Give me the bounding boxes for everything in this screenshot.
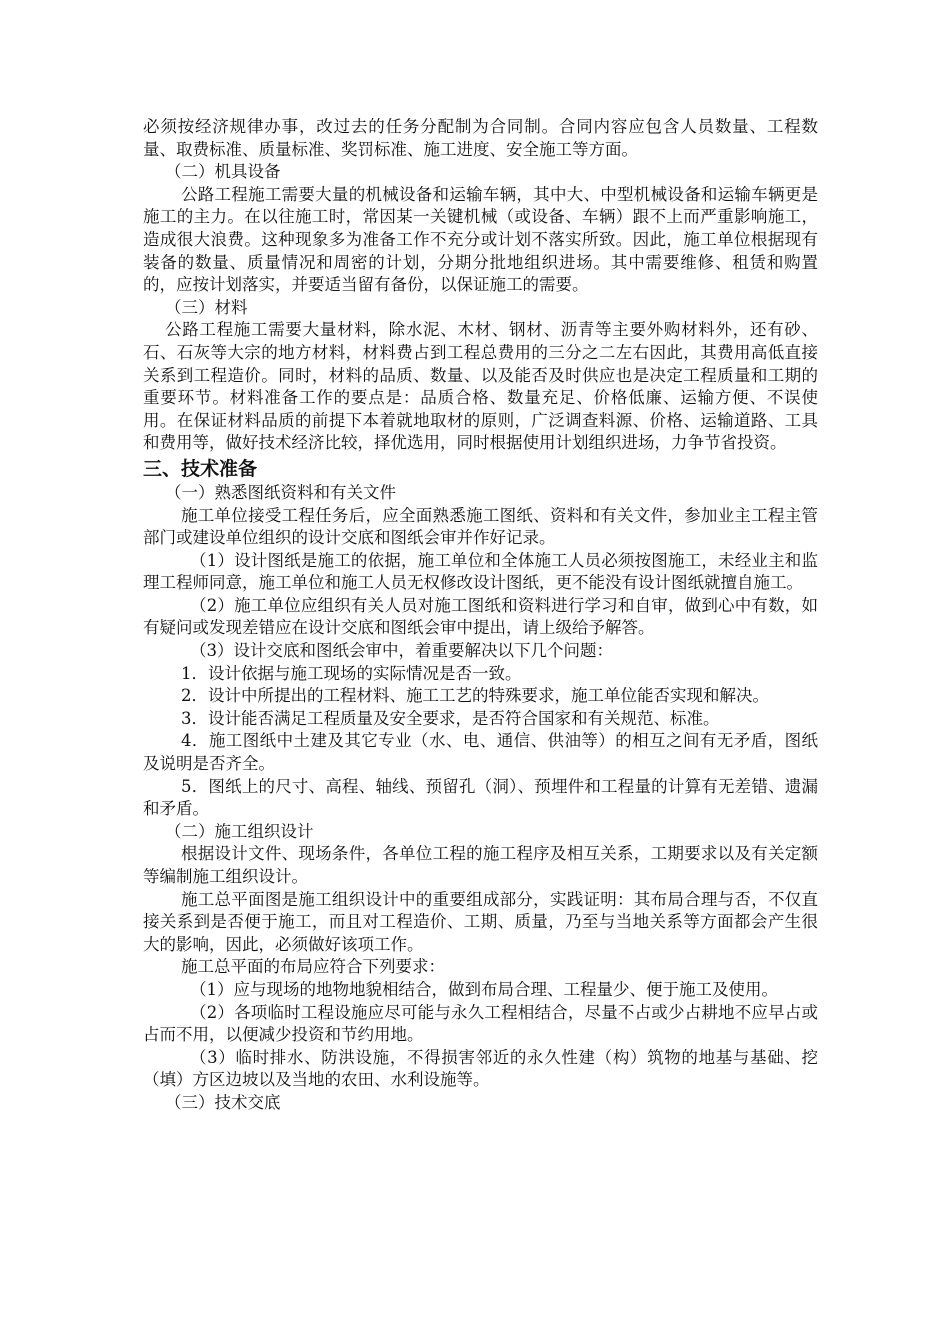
subsection-heading: （三）技术交底	[165, 1092, 281, 1112]
list-item: （3）临时排水、防洪设施，不得损害邻近的永久性建（构）筑物的地基与基础、挖（填）方区边坡以及当地的农田、水利设施等。	[143, 1047, 818, 1090]
paragraph: 根据设计文件、现场条件，各单位工程的施工程序及相互关系，工期要求以及有关定额等编制施工组织设计。	[143, 844, 818, 886]
paragraph: 必须按经济规律办事，改过去的任务分配制为合同制。合同内容应包含人员数量、工程数量、取费标准、质量标准、奖罚标准、施工进度、安全施工等方面。	[143, 117, 818, 159]
subsection-heading: （二）机具设备	[165, 162, 281, 182]
paragraph: 施工总平面的布局应符合下列要求：	[181, 957, 445, 977]
section-heading: 三、技术准备	[143, 457, 258, 480]
subsection-heading: （二）施工组织设计	[165, 821, 314, 841]
document-body	[143, 116, 818, 1115]
list-item: （1）应与现场的地物地貌相结合，做到布局合理、工程量少、便于施工及使用。	[190, 979, 778, 999]
list-item: 1．设计依据与施工现场的实际情况是否一致。	[181, 663, 522, 683]
list-item: （3）设计交底和图纸会审中，着重要解决以下几个问题：	[190, 641, 613, 661]
subsection-heading: （一）熟悉图纸资料和有关文件	[165, 482, 396, 502]
paragraph: 公路工程施工需要大量的机械设备和运输车辆，其中大、中型机械设备和运输车辆更是施工的主力。在以往施工时，常因某一关键机械（或设备、车辆）跟不上而严重影响施工，造成很大浪费。这种现象多为准备工作不充分或计划不落实所致。因此，施工单位根据现有装备的数量、质量情况和周密的计划，分期分批地组织进场。其中需要维修、租赁和购置的，应按计划落实，并要适当留有备份，以保证施工的需要。	[143, 184, 818, 295]
paragraph: 公路工程施工需要大量材料，除水泥、木材、钢材、沥青等主要外购材料外，还有砂、石、石灰等大宗的地方材料，材料费占到工程总费用的三分之二左右因此，其费用高低直接关系到工程造价。同时，材料的品质、数量、以及能否及时供应也是决定工程质量和工期的重要环节。材料准备工作的要点是：品质合格、数量充足、价格低廉、运输方便、不误使用。在保证材料品质的前提下本着就地取材的原则，广泛调查料源、价格、运输道路、工具和费用等，做好技术经济比较，择优选用，同时根据使用计划组织进场，力争节省投资。	[143, 320, 818, 453]
list-item: 2．设计中所提出的工程材料、施工工艺的特殊要求，施工单位能否实现和解决。	[181, 686, 769, 706]
list-item: 3．设计能否满足工程质量及安全要求，是否符合国家和有关规范、标准。	[181, 708, 720, 728]
list-item: （2）各项临时工程设施应尽可能与永久工程相结合，尽量不占或少占耕地不应早占或占而不用，以便减少投资和节约用地。	[143, 1002, 818, 1045]
list-item: 5．图纸上的尺寸、高程、轴线、预留孔（洞）、预埋件和工程量的计算有无差错、遗漏和矛盾。	[143, 776, 818, 819]
paragraph: 施工总平面图是施工组织设计中的重要组成部分，实践证明：其布局合理与否，不仅直接关系到是否便于施工，而且对工程造价、工期、质量，乃至与当地关系等方面都会产生很大的影响，因此，必须做好该项工作。	[143, 889, 818, 954]
list-item: （1）设计图纸是施工的依据，施工单位和全体施工人员必须按图施工，未经业主和监理工程师同意，施工单位和施工人员无权修改设计图纸，更不能没有设计图纸就擅自施工。	[143, 550, 818, 593]
subsection-heading: （三）材料	[165, 297, 248, 317]
list-item: 4．施工图纸中土建及其它专业（水、电、通信、供油等）的相互之间有无矛盾，图纸及说明是否齐全。	[143, 731, 818, 774]
paragraph: 施工单位接受工程任务后，应全面熟悉施工图纸、资料和有关文件，参加业主工程主管部门或建设单位组织的设计交底和图纸会审并作好记录。	[143, 505, 818, 548]
list-item: （2）施工单位应组织有关人员对施工图纸和资料进行学习和自审，做到心中有数，如有疑问或发现差错应在设计交底和图纸会审中提出，请上级给予解答。	[143, 595, 818, 638]
